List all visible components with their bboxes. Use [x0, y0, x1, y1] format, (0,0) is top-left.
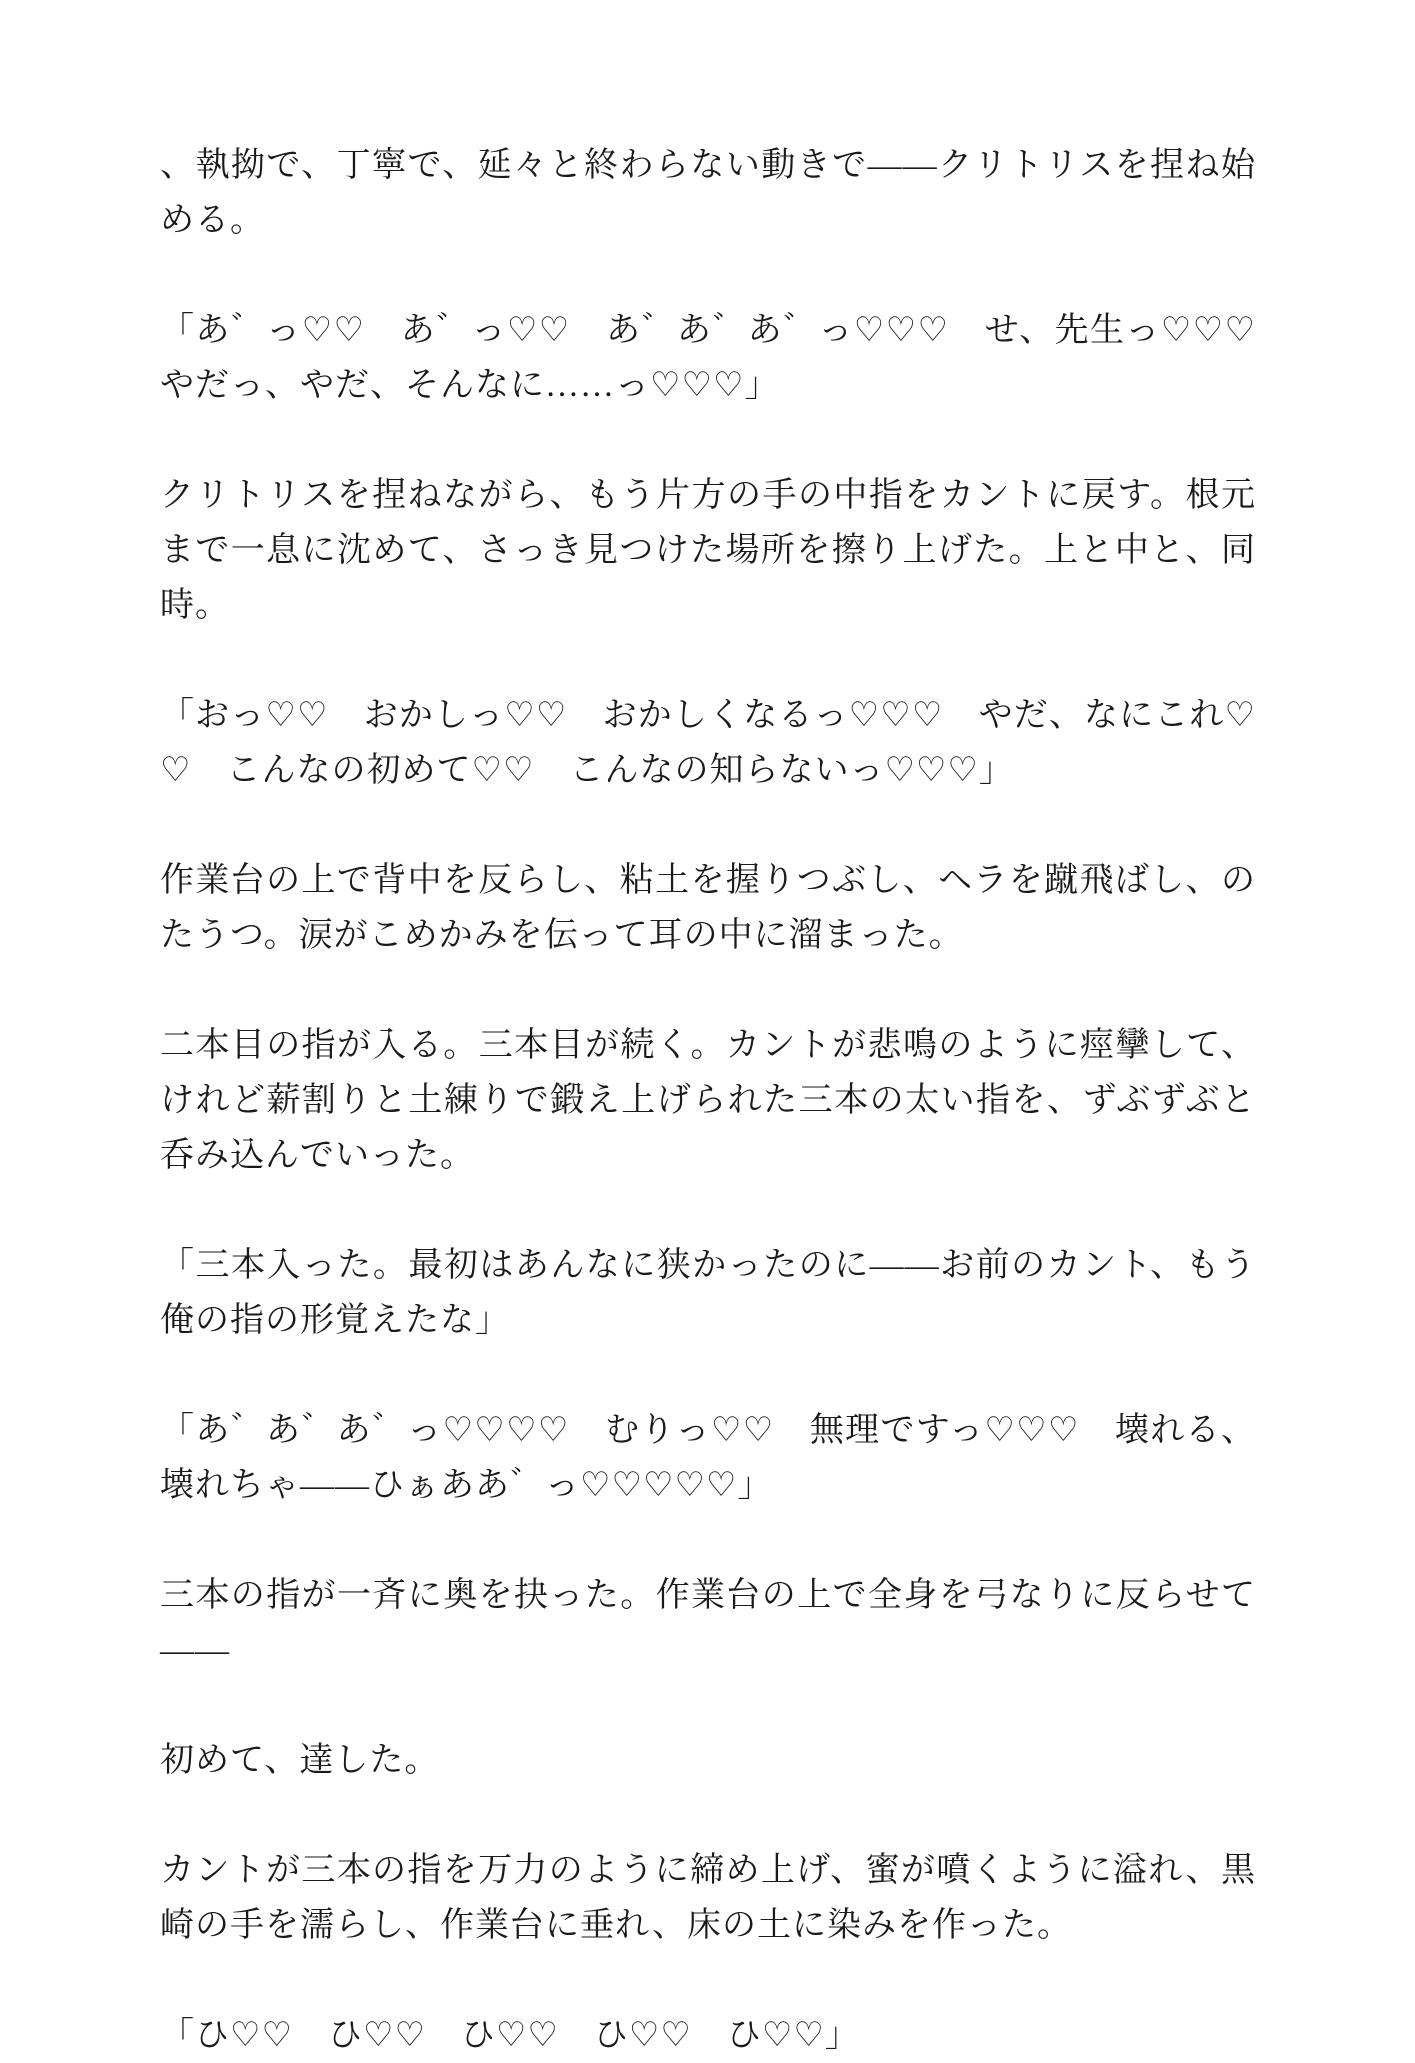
narration-paragraph: 三本の指が一斉に奥を抉った。作業台の上で全身を弓なりに反らせて——: [160, 1577, 1256, 1669]
dialogue-paragraph: 「あ゛あ゛あ゛っ♡♡♡♡ むりっ♡♡ 無理ですっ♡♡♡ 壊れる、壊れちゃ——ひぁああ゛っ♡♡♡♡♡」: [160, 1412, 1256, 1504]
dialogue-paragraph: 「おっ♡♡ おかしっ♡♡ おかしくなるっ♡♡♡ やだ、なにこれ♡♡ こんなの初めて♡♡ こんなの知らないっ♡♡♡」: [160, 697, 1256, 789]
dialogue-paragraph: 「あ゛っ♡♡ あ゛っ♡♡ あ゛あ゛あ゛っ♡♡♡ せ、先生っ♡♡♡ やだっ、やだ、そんなに……っ♡♡♡」: [160, 312, 1291, 404]
dialogue-paragraph: 「ひ♡♡ ひ♡♡ ひ♡♡ ひ♡♡ ひ♡♡」: [160, 2017, 860, 2054]
narration-paragraph: 二本目の指が入る。三本目が続く。カントが悲鳴のように痙攣して、けれど薪割りと土練りで鍛え上げられた三本の太い指を、ずぶずぶと呑み込んでいった。: [160, 1027, 1256, 1174]
narration-paragraph: 作業台の上で背中を反らし、粘土を握りつぶし、ヘラを蹴飛ばし、のたうつ。涙がこめかみを伝って耳の中に溜まった。: [160, 862, 1256, 954]
narration-paragraph: クリトリスを捏ねながら、もう片方の手の中指をカントに戻す。根元まで一息に沈めて、さっき見つけた場所を擦り上げた。上と中と、同時。: [160, 477, 1256, 624]
narration-paragraph: 、執拗で、丁寧で、延々と終わらない動きで——クリトリスを捏ね始める。: [160, 147, 1256, 239]
narration-paragraph: カントが三本の指を万力のように締め上げ、蜜が噴くように溢れ、黒崎の手を濡らし、作業台に垂れ、床の土に染みを作った。: [160, 1852, 1256, 1944]
text-column: [160, 138, 1291, 2063]
narration-paragraph: 初めて、達した。: [160, 1742, 440, 1779]
dialogue-paragraph: 「三本入った。最初はあんなに狭かったのに——お前のカント、もう俺の指の形覚えたな」: [160, 1247, 1256, 1339]
